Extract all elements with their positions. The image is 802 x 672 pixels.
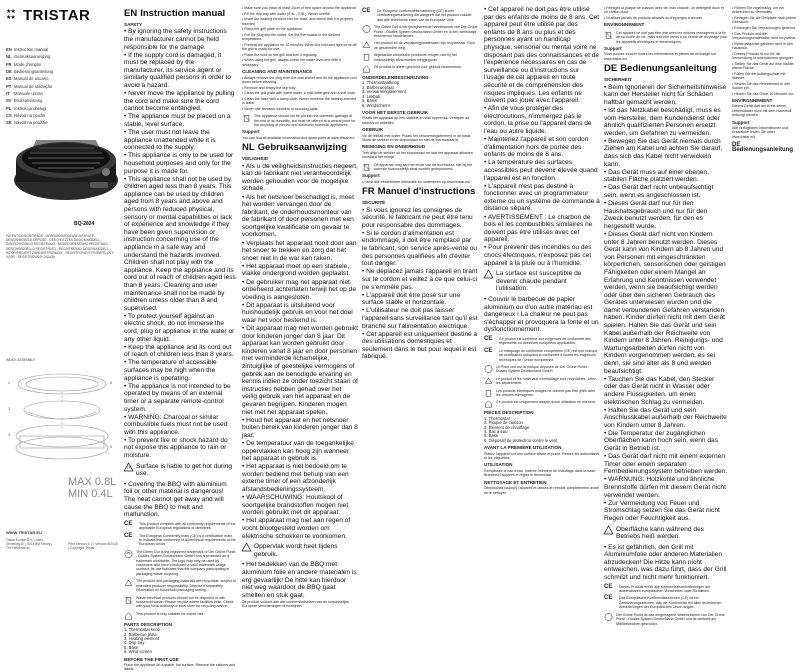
list-item: • WARNING: Charcoal or similar combustible fuels must not be used with this appliance. bbox=[124, 414, 236, 437]
support-text: You can find all available information and spare parts at www.tristar.eu! bbox=[242, 135, 355, 140]
list-item: • Het apparaat is niet bedoeld om te worden bediend met behulp van een externe timer of een afzonderlijk afstandsbedieningssysteem. bbox=[242, 463, 358, 493]
list-item: • Reinigez la plaque de cuisson avec de l'eau chaude, un détergent doux et un chiffon doux. bbox=[604, 6, 728, 15]
list-item: 5. Basis bbox=[362, 98, 377, 104]
list-item: • Verplaats het apparaat nooit door aan het snoer te trekken en zorg dat het snoer niet in de war kan raken. bbox=[242, 240, 358, 263]
hot-surface-icon bbox=[242, 543, 251, 551]
green-dot-icon bbox=[124, 550, 133, 558]
print-info: Print version 1.1 | Version 8/2016 | Copyright Tristar bbox=[68, 542, 118, 550]
list-item: 4. Lekbak bbox=[362, 93, 381, 99]
ce-icon: CE bbox=[484, 335, 493, 342]
svg-text:6: 6 bbox=[110, 380, 113, 385]
list-item: • Never use abrasive cleaners or scouring pads. bbox=[242, 107, 358, 111]
website[interactable]: WWW.TRISTAR.EU bbox=[6, 530, 42, 535]
list-item: • La température des surfaces accessibles peut devenir élevée quand l'appareil est en fonction. bbox=[484, 159, 600, 182]
list-item: • Als u de veiligheidsinstructies negeert, kan de fabrikant niet verantwoordelijk worden gehouden voor de mogelijke schade. bbox=[242, 163, 358, 193]
bin-icon bbox=[242, 114, 251, 122]
list-item: • Covering the BBQ with aluminium foil or other material is dangerous! The heat cannot get away and will cause the BBQ to melt and malfunction. bbox=[124, 481, 236, 519]
list-item: • Always remove the plug from the wall socket and let the appliance cool down before cleaning. bbox=[242, 76, 358, 85]
list-item: • WARNUNG: Holzkohle und ähnliche Brennstoffe dürfen mit diesem Gerät nicht verwendet werden. bbox=[604, 476, 728, 499]
column-nl-fr bbox=[362, 6, 478, 568]
ce-note: CE Le marquage de conformité européenne (CE) est une marque de certification indiquant la conformité à toutes les exigences techniques de l'Union européenne. bbox=[484, 347, 598, 362]
bin-icon bbox=[604, 31, 613, 39]
cleaning-heading: REINIGING EN ONDERHOUD bbox=[362, 144, 426, 150]
address: Tristar Europe B.V. | Jules Verneweg 87 | 5015 BM Tilburg | The Netherlands bbox=[6, 538, 53, 550]
recycle-icon bbox=[124, 579, 133, 587]
parts-list bbox=[124, 628, 236, 654]
safety-heading: VEILIGHEID bbox=[242, 156, 269, 162]
list-item: • The user must not leave the appliance unattended while it is connected to the supply. bbox=[124, 129, 236, 152]
list-item: • Si le cordon d'alimentation est endommagé, il doit être remplacé par le fabricant, son service après-vente ou des personnes qualifiées afin d'éviter tout danger. bbox=[362, 230, 478, 268]
list-item: 1. Thermostat knob bbox=[124, 627, 161, 633]
list-item: • Make sure you place at least 10cm of free space around the appliance. bbox=[242, 6, 358, 10]
green-dot-note: The Green Dot is the registered trademark of Der Grüne Punkt - Duales System Deutschland GmbH and is protected as a trademark worldwide. The logo may only be used by customers who have concluded a valid trademark usage contract. Its use indicates that the company participating in packaging waste recycling. bbox=[124, 550, 236, 576]
side-block bbox=[732, 6, 798, 152]
bbq-product-image bbox=[6, 62, 124, 212]
green-dot-icon bbox=[484, 365, 493, 373]
language-item: IT Manuale utente bbox=[6, 90, 43, 96]
list-item: • By ignoring the safety instructions the manufacturer cannot be held responsible for the damage. bbox=[124, 28, 236, 51]
list-item: 6. Wind screen bbox=[124, 649, 152, 655]
list-item: • Si vous ignorez les consignes de sécurité, le fabricant ne peut être tenu pour responsable des dommages. bbox=[362, 207, 478, 230]
list-item: • Insert the heating element into the base, and check that it is properly inserted. bbox=[242, 17, 358, 26]
brand-logo bbox=[6, 6, 118, 24]
list-item: • Het apparaat mag niet aan regen of vocht blootgesteld worden om elektrische schokken te voorkomen. bbox=[242, 517, 358, 540]
before-use-text: Place the appliance on a stable, flat surface. Remove the stickers and labels. bbox=[124, 662, 236, 672]
compliance-note: Dit product voldoet aan alle conformiteitseisen van de toepasselijke Europese verordeningen of richtlijnen. bbox=[242, 599, 350, 609]
indoor-note: Dit product is alleen geschikt voor gebruik binnenshuis. bbox=[362, 65, 478, 73]
list-item: • L'appareil n'est pas destiné à fonctionner avec un programmateur externe ou un système de commande à distance séparé. bbox=[484, 183, 600, 213]
before-use-text: Placez l'appareil sur une surface stable et plane. Retirez les autocollants et les étiquettes. bbox=[484, 451, 600, 461]
list-item: 6. Dispositif de protection contre le vent bbox=[484, 437, 558, 443]
ce-icon: CE bbox=[604, 583, 613, 590]
list-item: • Maintenez l'appareil et son cordon d'alimentation hors de portée des enfants de moins de 8 ans. bbox=[484, 136, 600, 159]
list-item: • Tauchen Sie das Kabel, den Stecker oder das Gerät nicht in Wasser oder andere Flüssigkeiten, um einen elektrischen Schlag zu vermeiden. bbox=[604, 376, 728, 406]
safety-heading: SÉCURITÉ bbox=[362, 200, 386, 206]
ce-note: CE Das Europäische Konformitätszeichen (CE) ist ein Zertifizierungszeichen, das die Konformität mit allen technischen Anforderungen der Europäischen Union angibt. bbox=[604, 595, 722, 610]
language-item: CS Návod na použití bbox=[6, 112, 46, 118]
parts-heading: PARTS DESCRIPTION bbox=[124, 621, 172, 627]
list-item: • Halten Sie das Gerät und sein Anschlusskabel außerhalb der Reichweite von Kindern unter 8 Jahren. bbox=[604, 407, 728, 430]
list-item: • Stellen Sie das Gerät auf eine stabile, ebene Fläche. bbox=[732, 62, 798, 71]
recycle-icon bbox=[362, 41, 371, 49]
weee-note: Waste electrical products should not be disposed of with household waste. Please recycle where facilities exist. Check with your local authority or local store for recycling advice. bbox=[124, 596, 236, 609]
svg-text:3: 3 bbox=[8, 406, 11, 411]
safety-list bbox=[242, 163, 358, 541]
use-heading: GEBRUIK bbox=[362, 127, 384, 133]
list-item: • WAARSCHUWING: Houtskool of soortgelijke brandstoffen mogen niet worden gebruikt met dit apparaat. bbox=[242, 494, 358, 517]
list-item: • This appliance is only to be used for household purposes and only for the purpose it is made for. bbox=[124, 152, 236, 175]
language-item: NL Gebruiksaanwijzing bbox=[6, 54, 51, 60]
hot-surface-note: Surface is liable to get hot during use. bbox=[124, 463, 236, 478]
disposal-note: This appliance should not be put into the domestic garbage at the end of its durability, but must be offered at a central point for the recycling of electric and electronic domestic appliances. bbox=[242, 114, 358, 127]
extra-warnings bbox=[604, 544, 728, 582]
list-item: • The appliance is not intended to be operated by means of an external timer or a separate remote-control system. bbox=[124, 383, 236, 413]
list-item: • Clean the grill plate with warm water, a mild detergent and a soft cloth. bbox=[242, 91, 358, 95]
column-fr bbox=[484, 6, 600, 568]
support-text: Alle verfügbaren Informationen und Ersatzteile finden Sie unter www.tristar.eu! bbox=[732, 126, 789, 139]
list-item: • Füllen Sie die Auffangschale mit Wasser. bbox=[732, 72, 798, 81]
safety-list bbox=[604, 84, 728, 523]
list-item: • Clean the base with a damp cloth. Never immerse the heating element in water. bbox=[242, 97, 358, 106]
section-heading-en: EN Instruction manual bbox=[124, 8, 226, 19]
list-item: • Fill the drip tray with water (0.4L - 0.8L). Never overfill. bbox=[242, 12, 358, 16]
list-item: • L'utilisateur ne doit pas laisser l'appareil sans surveillance tant qu'il est branché sur l'alimentation électrique. bbox=[362, 307, 478, 330]
ce-note: CE De Europese conformiteitsmarkering (CE) is een certificeringsmarkering die aangeeft dat het product voldoet aan alle technische eisen van de Europese Unie. bbox=[362, 8, 472, 22]
list-item: • Dit apparaat mag niet worden gebruikt door kinderen jonger dan 8 jaar. Dit apparaat kan worden gebruikt door kinderen vanaf 8 jaar en door personen met verminderde lichamelijke, zintuiglijke of geestelijke vermogens of gebrek aan de benodigde ervaring en kennis indien ze onder toezicht staan of instructies hebben gehad over het veilig gebruik van het apparaat en de gevaren begrijpen. Kinderen mogen niet met het apparaat spelen. bbox=[242, 325, 358, 416]
list-item: • Das Gerät darf nicht mit einem externen Timer oder einem separaten Fernbedienungssystem betrieben werden. bbox=[604, 453, 728, 476]
min-level: MIN 0.4L bbox=[68, 488, 113, 500]
compliance-note: CE This product complies with all conformity requirements of the applicable European regulations or directives. bbox=[124, 520, 236, 531]
compliance-block bbox=[124, 522, 236, 672]
support-text: Vous pouvez trouver toutes les informations et pièces de rechange sur www.tristar.eu! bbox=[604, 52, 717, 61]
green-dot-note: The Green Dot is het geregistreerde handelsmerk van Der Grüne Punkt - Duales System Deutschland GmbH en is een wereldwijd beschermd handelsmerk. bbox=[362, 25, 478, 38]
list-item: • Place the food on the grill and turn it regularly. bbox=[242, 53, 358, 57]
safety-list bbox=[362, 207, 478, 361]
disposal-note: Cet appareil ne doit pas être jeté avec les ordures ménagères à la fin de sa durée de vie, mais doit être remis à un centre de recyclage pour les appareils électriques et électroniques. bbox=[604, 31, 728, 44]
list-item: 1. Thermostat bbox=[484, 415, 510, 421]
safety-list bbox=[124, 28, 236, 459]
hot-surface-icon bbox=[604, 526, 613, 534]
list-item: • Het apparaat moet op een stabiele, vlakke ondergrond worden geplaatst. bbox=[242, 263, 358, 278]
weee-note: Les produits électriques usagés ne doivent pas être jetés avec les ordures ménagères. bbox=[484, 389, 600, 398]
before-use-text: Plaats het apparaat op een stabiele en vlak oppervlak. Verwijder de stickers en etiketten. bbox=[362, 116, 470, 125]
list-item: • If the supply cord is damaged, it must be replaced by the manufacturer, its service agent or similarly qualified persons in order to avoid a hazard. bbox=[124, 52, 236, 90]
hot-surface-note: Oppervlak wordt heet tijdens gebruik. bbox=[242, 543, 358, 558]
indoor-note: Ce produit est uniquement adapté à une utilisation en intérieur. bbox=[484, 400, 600, 408]
list-item: 3. Heating element bbox=[124, 635, 160, 641]
brand-name: TRISTAR bbox=[23, 6, 91, 24]
fr-end-block bbox=[604, 6, 728, 61]
list-item: • Dieses Gerät darf nur für den Haushaltsgebrauch und nur für den Zweck benutzt werden, für den es hergestellt wurde. bbox=[604, 200, 728, 230]
use-text: Remplissez le bac d'eau. Insérez l'élément de chauffage dans la base. Branchez l'appareil et réglez le thermostat. bbox=[484, 468, 596, 478]
list-item: 3. Verwarmingselement bbox=[362, 89, 406, 95]
usage-block bbox=[242, 6, 358, 140]
hot-surface-note: La surface est susceptible de devenir chaude pendant l'utilisation. bbox=[484, 270, 600, 293]
section-heading-nl: NL Gebruiksaanwijzing bbox=[242, 142, 347, 154]
extra-warnings bbox=[484, 296, 600, 334]
extra-warnings bbox=[242, 561, 358, 599]
list-item: • Keep the appliance and its cord out of reach of children less than 8 years. bbox=[124, 344, 236, 359]
list-item: 2. Barbecueplaat bbox=[362, 84, 394, 90]
list-item: • To prevent fire or shock hazard do not expose this appliance to rain or moisture. bbox=[124, 437, 236, 460]
list-item: • Das Produkt und die Verpackungsmaterialien sind recycelbar. bbox=[732, 32, 798, 41]
list-item: 1. Thermostaatknop bbox=[362, 80, 400, 86]
list-item: 3. Élément de chauffage bbox=[484, 424, 530, 430]
list-item: 2. Plaque de cuisson bbox=[484, 420, 523, 426]
list-item: • When using the grill, always check the water level and refill if necessary. bbox=[242, 58, 358, 67]
svg-text:2: 2 bbox=[8, 380, 11, 385]
cleaning-text: Débranchez toujours l'appareil et laissez-le refroidir complètement avant de le nettoyer. bbox=[484, 486, 599, 495]
green-dot-icon bbox=[604, 613, 613, 621]
house-icon bbox=[362, 65, 371, 73]
support-text: U vindt alle beschikbare informatie en onderdelen op www.tristar.eu! bbox=[362, 179, 471, 184]
use-heading: UTILISATION bbox=[484, 462, 513, 468]
support-heading: Support bbox=[362, 173, 380, 179]
ce-mark-icon: CE bbox=[484, 347, 493, 354]
cleaning-heading: CLEANING AND MAINTENANCE bbox=[242, 69, 313, 75]
list-item: • Als het netsnoer beschadigd is, moet het worden vervangen door de fabrikant, de onderhoudsmonteur van de fabrikant of door personen met een soortgelijke kwalificatie om gevaar te voorkomen. bbox=[242, 194, 358, 240]
assembly-drawing bbox=[6, 362, 118, 472]
bin-icon bbox=[124, 596, 133, 604]
list-item: • Das Gerät muss auf einer ebenen, stabilen Fläche platziert werden. bbox=[604, 169, 728, 184]
list-item: • Elektroaltgeräte gehören nicht in den Hausmüll. bbox=[732, 42, 798, 51]
indoor-note: This product is only suitable for indoor use. bbox=[124, 612, 236, 620]
column-fr-de bbox=[604, 6, 728, 626]
svg-text:4: 4 bbox=[8, 432, 11, 437]
list-item: • De temperatuur van de toegankelijke oppervlakken kan hoog zijn wanneer het apparaat in gebruik is. bbox=[242, 440, 358, 463]
ce-mark-icon: CE bbox=[604, 595, 613, 602]
list-item: 5. Base bbox=[484, 433, 499, 439]
list-item: • Entsorgen Sie Verpackungen getrennt. bbox=[732, 26, 798, 30]
language-item: DE Bedienungsanleitung bbox=[6, 69, 54, 75]
language-item: ES Manual de usuario bbox=[6, 76, 49, 82]
list-item: • Houd het apparaat en het netsnoer buiten bereik van kinderen jonger dan 8 jaar. bbox=[242, 417, 358, 440]
support-heading: Support bbox=[604, 46, 622, 52]
column-en-nl bbox=[242, 6, 358, 609]
bin-icon bbox=[362, 53, 371, 61]
list-item: • Das Gerät darf nicht unbeaufsichtigt sein, wenn es angeschlossen ist. bbox=[604, 184, 728, 199]
list-item: • Zur Vermeidung von Feuer und Stromschlag setzen Sie das Gerät nicht Regen oder Feuchtigkeit aus. bbox=[604, 500, 728, 523]
list-item: • The temperature of accessible surfaces may be high when the appliance is operating. bbox=[124, 359, 236, 382]
cleaning-text: Trek altijd de stekker uit het stopcontact en laat het apparaat afkoelen voordat u het reinigt. bbox=[362, 150, 473, 160]
before-use-heading: VOOR HET EERSTE GEBRUIK bbox=[362, 109, 429, 115]
language-item: SV Bruksanvisning bbox=[6, 98, 43, 104]
bin-icon bbox=[484, 389, 493, 397]
parts-heading: ONDERDELENBESCHRIJVING bbox=[362, 75, 429, 81]
svg-text:5: 5 bbox=[110, 444, 113, 449]
bin-icon bbox=[362, 163, 371, 171]
list-item: • Het bedekken van de BBQ met aluminium folie en andere materialen is erg gevaarlijk! De hitte kan hierdoor niet weg waardoor de BBQ gaat smelten en stuk gaat. bbox=[242, 561, 358, 599]
ce-icon: CE bbox=[124, 520, 133, 527]
assembly-diagram bbox=[6, 358, 118, 477]
parts-heading: PIÈCES DESCRIPTION bbox=[484, 410, 534, 416]
environment-text: Dieses Gerät darf am Ende seiner Lebensdauer nicht mit dem Hausmüll entsorgt werden. bbox=[732, 104, 792, 118]
support-heading: Support bbox=[242, 129, 260, 135]
list-item: 4. Bac à eau bbox=[484, 429, 508, 435]
de-info-block bbox=[604, 585, 728, 626]
parts-list bbox=[362, 81, 478, 107]
section-heading-de: DE Bedienungsanleitung bbox=[604, 63, 717, 75]
safety-heading: SAFETY bbox=[124, 22, 143, 27]
list-item: • AVERTISSEMENT : Le charbon de bois et les combustibles similaires ne doivent pas être utilisés avec cet appareil. bbox=[484, 214, 600, 244]
stars-icon: ★★ ★★ bbox=[6, 9, 15, 21]
language-item: EN Instruction manual bbox=[6, 47, 49, 53]
list-item: • Dieses Gerät darf nicht von Kindern unter 8 Jahren benutzt werden. Dieses Gerät kann von Kindern ab 8 Jahren und von Personen mit eingeschränkten körperlichen, sensorischen oder geistigen Fähigkeiten oder einem Mangel an Erfahrung und Kenntnissen verwendet werden, wenn sie beaufsichtigt werden oder über den sicheren Gebrauch des Gerätes unterwiesen wurden und die damit verbundenen Gefahren verstanden haben. Kinder dürfen nicht mit dem Gerät spielen. Halten Sie das Gerät und sein Kabel außerhalb der Reichweite von Kindern unter 8 Jahren. Reinigungs- und Wartungsarbeiten dürfen nicht von Kindern vorgenommen werden, es sei denn, sie sind älter als 8 und werden beaufsichtigt. bbox=[604, 231, 728, 375]
safety-list bbox=[484, 6, 600, 267]
parts-list bbox=[484, 417, 600, 443]
list-item: 2. Barbecue plate bbox=[124, 631, 157, 637]
list-item: • Die Temperatur der zugänglichen Oberflächen kann hoch sein, wenn das Gerät in Betrieb ist. bbox=[604, 430, 728, 453]
column-en bbox=[124, 6, 236, 672]
list-item: • Place the grill plate on the appliance. bbox=[242, 27, 358, 31]
green-dot-note: Le Point vert est la marque déposée de Der Grüne Punkt - Duales System Deutschland GmbH. bbox=[484, 365, 600, 374]
list-item: • Ne déplacez jamais l'appareil en tirant sur le cordon et veillez à ce que celui-ci ne s'emmêle pas. bbox=[362, 268, 478, 291]
language-item: SK Návod na použitie bbox=[6, 120, 48, 126]
house-icon bbox=[124, 612, 133, 620]
list-item: 4. Drip tray bbox=[124, 640, 145, 646]
list-item: • Cet appareil est uniquement destiné à des utilisations domestiques et seulement dans le but pour lequel il est fabriqué. bbox=[362, 331, 478, 361]
ce-icon: CE bbox=[362, 8, 371, 14]
list-item: • Setzen Sie das Heizelement in den Sockel ein. bbox=[732, 82, 798, 91]
list-item: • Cet appareil ne doit pas être utilisé par des enfants de moins de 8 ans. Cet appareil peut être utilisé par des enfants de 8 ans ou plus et des personnes ayant un handicap physique, sensoriel ou mental voire ne disposant pas des connaissances et de l'expérience nécessaires en cas de surveillance ou d'instructions sur l'usage de cet appareil en toute sécurité et de compréhension des risques impliqués. Les enfants ne doivent pas jouer avec l'appareil. bbox=[484, 6, 600, 105]
compliance-note: CE Ce produit est conforme aux exigences de conformité des règlements ou directives européens applicables. bbox=[484, 335, 591, 346]
list-item: • Dit apparaat is uitsluitend voor huishoudelijk gebruik en voor het doel waar het voor bestemd is. bbox=[242, 302, 358, 325]
compliance-note: CE Dieses Produkt erfüllt alle Konformitätsanforderungen der anwendbaren europäischen Vorschriften oder Richtlinien. bbox=[604, 583, 711, 594]
list-item: • Bewegen Sie das Gerät niemals durch Ziehen am Kabel und achten Sie darauf, dass sich das Kabel nicht verwickeln kann. bbox=[604, 138, 728, 168]
fr-info-block bbox=[484, 337, 600, 495]
list-item: • Never move the appliance by pulling the cord and make sure the cord cannot become entangled. bbox=[124, 90, 236, 113]
use-text: Vul de lekbak met water. Plaats het verwarmingselement in de basis. Steek de stekker in het stopcontact en stel de thermostaat in. bbox=[362, 133, 472, 142]
recycle-note: Le produit et les matériaux d'emballage sont recyclables. Jetez-les séparément. bbox=[484, 377, 600, 386]
language-item: PT Manual de utilização bbox=[6, 83, 53, 89]
recycle-note: Het product en de verpakkingsmaterialen zijn recyclebaar. Gooi ze gescheiden weg. bbox=[362, 41, 478, 50]
weee-note: Afgedankte elektrische producten mogen niet bij het huishoudelijk afval worden weggegooid. bbox=[362, 53, 478, 62]
house-icon bbox=[484, 400, 493, 408]
list-item: • Remove and empty the drip tray. bbox=[242, 86, 358, 90]
section-heading-fr: FR Manuel d'instructions bbox=[362, 186, 476, 198]
hot-surface-icon bbox=[124, 463, 133, 471]
hot-surface-icon bbox=[484, 270, 493, 278]
environment-heading: ENVIRONNEMENT bbox=[604, 22, 645, 28]
list-item: • Heizen Sie das Gerät 10 Minuten vor. bbox=[732, 92, 798, 96]
list-item: • Beim Ignorieren der Sicherheitshinweise kann der Hersteller nicht für Schäden haftbar gemacht werden. bbox=[604, 84, 728, 107]
list-item: • L'appareil doit être posé sur une surface stable et horizontale. bbox=[362, 292, 478, 307]
max-level: MAX 0.8L bbox=[68, 476, 117, 488]
language-item: PL Instrukcja obsługi bbox=[6, 105, 47, 111]
support-heading: Support bbox=[732, 119, 750, 125]
green-dot-note: Der Grüne Punkt ist das eingetragene Warenzeichen von Der Grüne Punkt - Duales System Deutschland GmbH und ist weltweit als Markenzeichen geschützt. bbox=[604, 613, 728, 626]
safety-heading: SICHERHEIT bbox=[604, 77, 632, 83]
list-item: • De gebruiker mag het apparaat niet onbeheerd achterlaten terwijl het op de voeding is aangesloten. bbox=[242, 279, 358, 302]
nl-info-block bbox=[362, 9, 478, 184]
before-use-heading: AVANT LA PREMIÈRE UTILISATION bbox=[484, 445, 562, 451]
patent-notice: PATENT/DESIGN/TRADE - GEBRUIKSMODELREGISTRATIE - DESSIN/MODÈLE DÉPOSÉ - GESCHÜTZTES DESIGN/MODELL - DISEÑO/MODELO REGISTRADO - MODELO/DESENHO REGISTADO - DESIGN/MODELLO REGISTRATO - REGISTRERAD DESIGN/MODELL - WZÓR/PROJEKT ZAREJESTROWANY - REGISTROVANÝ PRŮMYSLOVÝ VZOR - REGISTROVANÝ DIZAJN bbox=[6, 234, 114, 260]
cover-panel bbox=[6, 6, 118, 568]
recycle-note: The product and packaging materials are recyclable, subject to extended producer responsibility. Dispose it separately. Information on household packaging sorting... bbox=[124, 579, 236, 592]
list-item: 5. Base bbox=[124, 644, 139, 650]
cleaning-heading: NETTOYAGE ET ENTRETIEN bbox=[484, 479, 547, 485]
list-item: • Pour prévenir des incendies ou des chocs électriques, n'exposez pas cet appareil à la pluie ou à l'humidité. bbox=[484, 244, 600, 267]
extra-warnings bbox=[124, 481, 236, 519]
list-item: • Reinigen Sie die Grillplatte nach jedem Gebrauch. bbox=[732, 16, 798, 25]
model-number: BQ-2824 bbox=[74, 221, 95, 227]
water-level-marks bbox=[68, 476, 116, 500]
green-dot-icon bbox=[362, 25, 371, 33]
list-item: • Afin de vous protéger des électrocutions, n'immergez pas le cordon, la prise ou l'appareil dans de l'eau ou autre liquide. bbox=[484, 105, 600, 135]
list-item: • N'utilisez jamais de produits abrasifs ou d'éponges à récurer. bbox=[604, 16, 728, 20]
before-use-heading: BEFORE THE FIRST USE bbox=[124, 656, 179, 662]
list-item: • The appliance must be placed on a stable, level surface. bbox=[124, 113, 236, 128]
recycle-icon bbox=[484, 377, 493, 385]
list-item: • Couvrir le barbecue de papier aluminium ou d'un autre matériau est dangereux ! La chaleur ne peut pas s'échapper et provoquera la fonte et un dysfonctionnement. bbox=[484, 296, 600, 334]
language-item: FR Mode d'emploi bbox=[6, 61, 42, 67]
list-item: • Dieses Produkt ist nur für die Verwendung in Innenräumen geeignet. bbox=[732, 52, 798, 61]
list-item: • This appliance shall not be used by children aged less than 8 years. This appliance can be used by children aged from 8 years and above and persons with reduced physical, sensory or mental capabilities or lack of experience and knowledge if they have been given supervision or instruction concerning use of the appliance in a safe way and understand the hazards involved. Children shall not play with the appliance. Keep the appliance and its cord out of reach of children aged less than 8 years. Cleaning and user maintenance shall not be made by children unless older than 8 and supervised. bbox=[124, 176, 236, 313]
section-heading-de-side: DE Bedienungsanleitung bbox=[732, 142, 794, 153]
list-item: • Preheat the appliance for 10 minutes. When the indicator light turns off, the grill is ready for use. bbox=[242, 43, 358, 52]
list-item: • Rühren Sie regelmäßig, um ein Anbrennen zu vermeiden. bbox=[732, 6, 798, 15]
list-item: • To protect yourself against an electric shock, do not immerse the cord, plug or appliance in the water or any other liquid. bbox=[124, 313, 236, 343]
hot-surface-note: Oberfläche kann während des Betriebs heiß werden. bbox=[604, 526, 728, 541]
list-item: • Es ist gefährlich, den Grill mit Aluminiumfolie oder anderen Materialien abzudecken! Die Hitze kann nicht entweichen, was dazu führt, dass der Grill schmilzt und nicht mehr funktioniert. bbox=[604, 544, 728, 582]
ce-mark-icon: CE bbox=[124, 532, 133, 539]
disposal-note: Dit apparaat mag aan het einde van de levensduur niet bij het normale huishoudelijk afval worden gedeponeerd. bbox=[362, 163, 478, 172]
assembly-label: INDEX ASSEMBLY bbox=[6, 358, 36, 362]
list-item: • Put the plug into the outlet. Set the thermostat to the desired temperature. bbox=[242, 33, 358, 42]
list-item: • Ist das Netzkabel beschädigt, muss es vom Hersteller, dem Kundendienst oder ähnlich qualifizierten Personen ersetzt werden, um Gefahren zu vermeiden. bbox=[604, 107, 728, 137]
environment-heading: ENVIRONNEMENT bbox=[732, 98, 773, 103]
list-item: 6. Windscherm bbox=[362, 102, 390, 108]
ce-note: CE The European Conformity mark (CE) is a certification mark to indicate that conformity of all technical requirements of the European Union. bbox=[124, 532, 236, 547]
column-side bbox=[732, 6, 798, 568]
